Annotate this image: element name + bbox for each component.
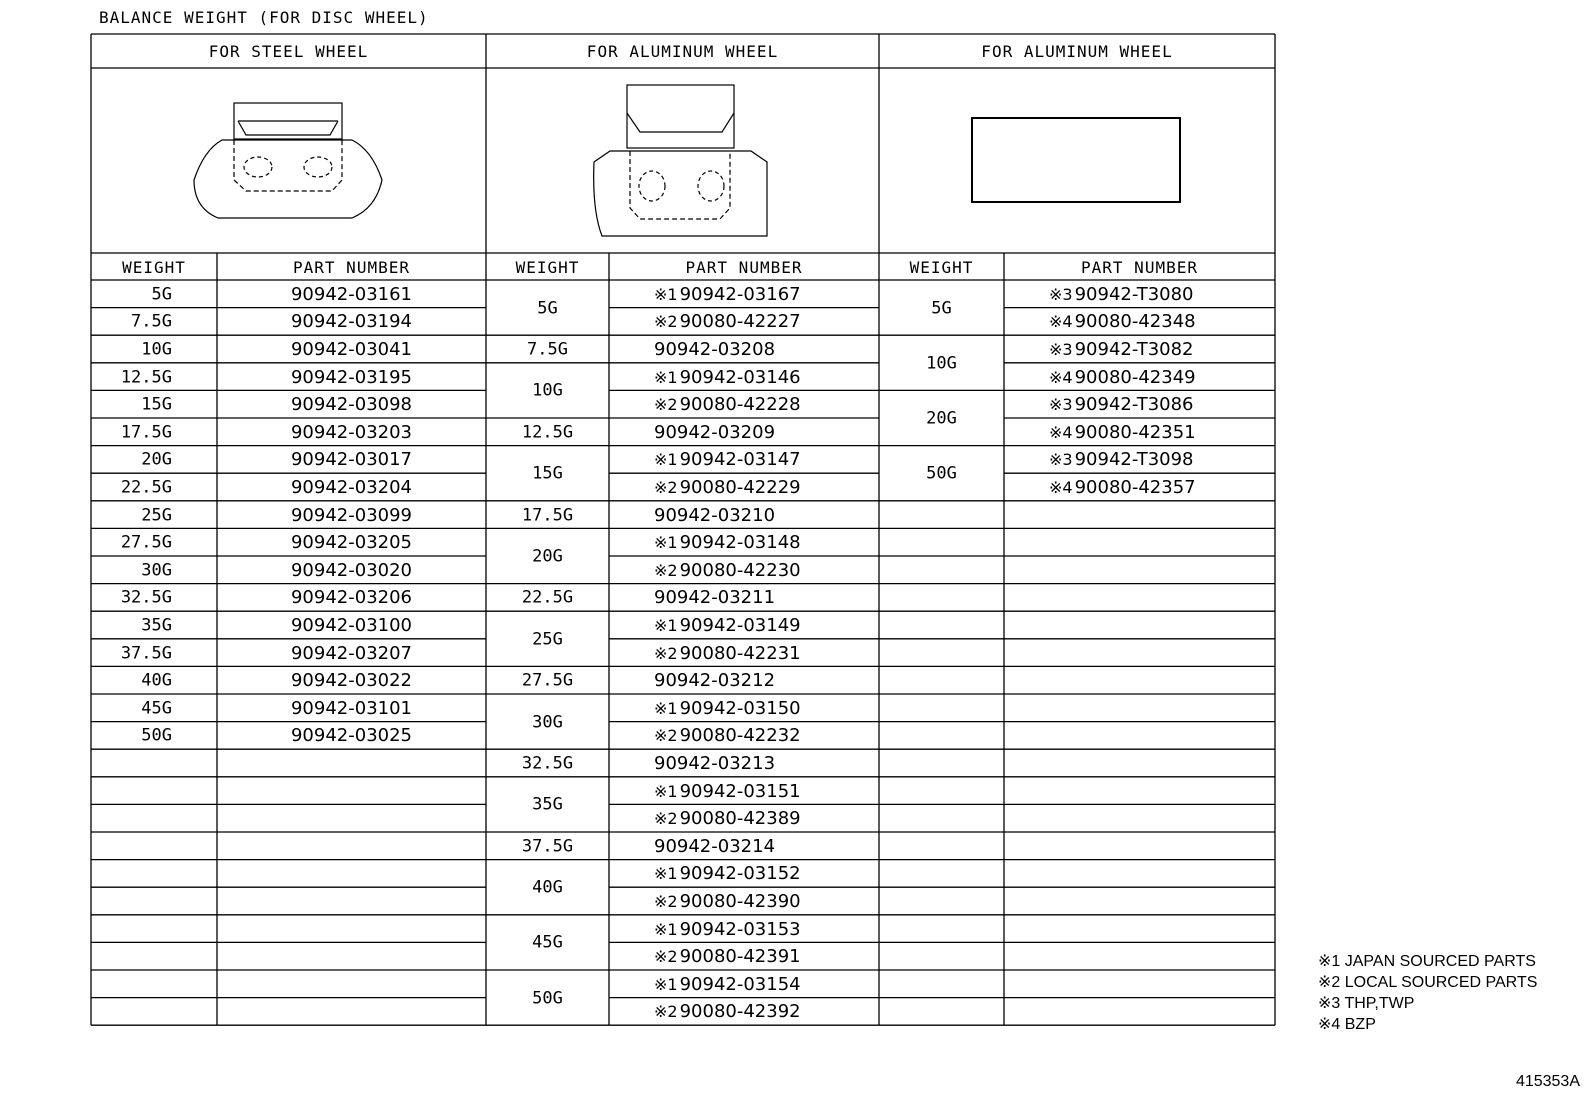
part-number: 90080-42227 xyxy=(679,311,801,333)
aluminum-adhesive-part-number xyxy=(1049,396,1194,414)
part-number: 90080-42392 xyxy=(679,1001,801,1023)
footnote-mark: ※1 xyxy=(654,616,678,635)
footnote-mark: ※1 xyxy=(654,284,678,304)
aluminum-clip-part-number xyxy=(654,642,801,664)
footnote-mark: ※4 xyxy=(1049,312,1073,332)
steel-weight: 25G xyxy=(141,505,172,526)
aluminum-clip-weight: 7.5G xyxy=(527,339,568,360)
footnote-mark: ※1 xyxy=(654,367,678,387)
footnote-mark: ※2 xyxy=(654,726,678,746)
aluminum-clip-weight: 27.5G xyxy=(521,670,574,691)
part-number-column-header: PART NUMBER xyxy=(293,257,410,277)
steel-weight: 45G xyxy=(141,698,172,719)
diagram-code: 415353A xyxy=(1515,1073,1580,1090)
part-number: 90942-03209 xyxy=(654,421,776,443)
aluminum-clip-part-number xyxy=(654,672,775,690)
aluminum-clip-part-number xyxy=(654,479,801,497)
part-number: 90942-03213 xyxy=(654,753,776,774)
part-number: 90942-03214 xyxy=(654,835,776,857)
section-header: FOR ALUMINUM WHEEL xyxy=(981,42,1173,61)
part-number: 90942-03151 xyxy=(679,780,801,802)
steel-weight: 32.5G xyxy=(120,587,172,608)
footnote-mark: ※1 xyxy=(654,974,678,994)
footnote-mark: ※1 xyxy=(654,864,678,884)
steel-weight: 10G xyxy=(141,339,172,360)
aluminum-clip-part-number xyxy=(654,1003,801,1021)
aluminum-clip-part-number xyxy=(654,534,801,552)
part-number: 90942-T3098 xyxy=(1074,449,1194,471)
footnote-mark: ※1 xyxy=(654,919,678,939)
footnote-mark: ※1 xyxy=(654,533,678,553)
footnote-1: ※1 JAPAN SOURCED PARTS xyxy=(1318,953,1536,970)
aluminum-clip-part-number xyxy=(654,421,776,443)
aluminum-adhesive-part-number xyxy=(1049,366,1196,388)
steel-weight: 7.5G xyxy=(131,311,172,332)
steel-part-number: 90942-03099 xyxy=(290,504,413,526)
aluminum-clip-part-number xyxy=(654,283,801,305)
steel-part-number: 90942-03194 xyxy=(290,311,413,333)
steel-part-number: 90942-03206 xyxy=(290,587,413,609)
footnote-mark: ※4 xyxy=(1049,422,1073,442)
steel-weight: 30G xyxy=(141,560,172,581)
steel-part-number: 90942-03204 xyxy=(290,477,413,498)
part-number: 90080-42348 xyxy=(1074,311,1196,333)
aluminum-clip-part-number xyxy=(654,504,776,526)
steel-part-number: 90942-03207 xyxy=(290,642,413,664)
part-number: 90080-42349 xyxy=(1074,366,1196,388)
aluminum-clip-weight: 15G xyxy=(532,463,563,484)
part-number: 90942-03211 xyxy=(654,587,776,609)
part-number: 90080-42229 xyxy=(679,477,801,498)
part-number: 90942-03152 xyxy=(679,863,801,885)
aluminum-clip-weight: 5G xyxy=(537,298,558,319)
steel-part-number: 90942-03205 xyxy=(290,532,413,554)
footnote-mark: ※2 xyxy=(654,643,678,663)
part-number: 90080-42351 xyxy=(1074,421,1196,443)
footnote-mark: ※2 xyxy=(654,892,678,911)
part-number: 90080-42357 xyxy=(1074,477,1196,498)
aluminum-clip-weight: 35G xyxy=(532,794,563,815)
aluminum-adhesive-part-number xyxy=(1049,313,1196,331)
part-number: 90080-42391 xyxy=(679,946,801,968)
steel-clip-weight-drawing xyxy=(194,103,382,218)
steel-weight: 5G xyxy=(151,284,172,305)
aluminum-clip-weight: 20G xyxy=(532,546,563,567)
aluminum-clip-part-number xyxy=(654,835,776,857)
aluminum-clip-part-number xyxy=(654,727,801,745)
part-number: 90942-03150 xyxy=(679,697,801,719)
part-number: 90080-42228 xyxy=(679,394,801,416)
part-number: 90080-42230 xyxy=(679,559,801,581)
section-header: FOR STEEL WHEEL xyxy=(208,42,369,61)
steel-part-number: 90942-03100 xyxy=(290,615,413,636)
aluminum-adhesive-part-number xyxy=(1049,283,1194,305)
footnote-mark: ※2 xyxy=(654,395,678,415)
aluminum-adhesive-part-number xyxy=(1049,479,1196,497)
steel-part-number: 90942-03161 xyxy=(290,283,413,305)
aluminum-clip-part-number xyxy=(654,313,801,331)
aluminum-clip-weight: 22.5G xyxy=(521,587,574,608)
aluminum-adhesive-part-number xyxy=(1049,451,1194,469)
aluminum-clip-weight: 50G xyxy=(532,988,563,1009)
document-title: BALANCE WEIGHT (FOR DISC WHEEL) xyxy=(99,8,429,27)
footnote-mark: ※1 xyxy=(654,781,678,801)
footnote-mark: ※4 xyxy=(1049,367,1073,387)
aluminum-clip-part-number xyxy=(654,865,801,883)
aluminum-clip-weight: 40G xyxy=(532,877,563,898)
steel-weight: 12.5G xyxy=(120,367,172,388)
footnotes xyxy=(1318,951,1537,1035)
aluminum-adhesive-weight: 50G xyxy=(926,463,957,484)
part-number: 90942-03147 xyxy=(679,449,801,471)
footnote-mark: ※1 xyxy=(654,450,678,470)
weight-column-header: WEIGHT xyxy=(122,257,186,277)
footnote-mark: ※3 xyxy=(1049,395,1073,415)
part-number: 90942-T3086 xyxy=(1074,394,1194,416)
footnote-mark: ※3 xyxy=(1049,284,1073,304)
part-number-column-header: PART NUMBER xyxy=(685,257,803,277)
steel-weight: 50G xyxy=(141,725,172,746)
footnote-mark: ※4 xyxy=(1049,478,1073,497)
weight-column-header: WEIGHT xyxy=(515,257,580,277)
part-number-column-header: PART NUMBER xyxy=(1081,257,1198,277)
steel-weight: 37.5G xyxy=(120,643,172,664)
footnote-2: ※2 LOCAL SOURCED PARTS xyxy=(1318,974,1538,991)
footnote-mark: ※3 xyxy=(1049,450,1073,470)
part-number: 90080-42231 xyxy=(679,642,801,664)
section-header: FOR ALUMINUM WHEEL xyxy=(586,42,779,61)
aluminum-clip-weight: 12.5G xyxy=(521,422,574,443)
steel-weight: 15G xyxy=(141,394,172,415)
steel-weight: 17.5G xyxy=(120,422,172,443)
steel-part-number: 90942-03025 xyxy=(290,725,413,747)
part-number: 90942-03154 xyxy=(679,973,801,995)
part-number: 90942-03212 xyxy=(654,670,776,692)
steel-part-number: 90942-03041 xyxy=(290,339,413,360)
part-number: 90942-03149 xyxy=(679,615,801,636)
part-number: 90942-T3082 xyxy=(1074,339,1194,360)
aluminum-adhesive-part-number xyxy=(1049,341,1194,359)
steel-part-number: 90942-03098 xyxy=(290,394,413,416)
steel-part-number: 90942-03022 xyxy=(290,670,413,692)
aluminum-adhesive-weight: 10G xyxy=(926,353,957,374)
part-number: 90942-03148 xyxy=(679,532,801,554)
adhesive-weight-drawing xyxy=(972,118,1180,202)
aluminum-clip-part-number xyxy=(654,617,801,635)
aluminum-clip-part-number xyxy=(654,396,801,414)
aluminum-clip-part-number xyxy=(654,589,775,607)
footnote-mark: ※1 xyxy=(654,698,678,718)
aluminum-clip-weight-drawing xyxy=(594,85,767,236)
aluminum-clip-weight: 30G xyxy=(532,712,563,733)
aluminum-clip-part-number xyxy=(654,697,801,719)
aluminum-clip-part-number xyxy=(654,341,775,359)
aluminum-clip-part-number xyxy=(654,780,801,802)
steel-weight: 22.5G xyxy=(120,477,172,498)
aluminum-clip-weight: 25G xyxy=(532,629,563,650)
footnote-4: ※4 BZP xyxy=(1318,1016,1376,1033)
part-number: 90080-42390 xyxy=(679,891,801,912)
aluminum-adhesive-weight: 5G xyxy=(931,298,952,319)
part-number: 90942-03210 xyxy=(654,504,776,526)
steel-part-number: 90942-03195 xyxy=(290,366,413,388)
aluminum-clip-part-number xyxy=(654,948,801,966)
footnote-mark: ※2 xyxy=(654,560,678,580)
aluminum-clip-part-number xyxy=(654,973,801,995)
aluminum-adhesive-part-number xyxy=(1049,421,1196,443)
footnote-mark: ※2 xyxy=(654,1002,678,1022)
steel-part-number: 90942-03020 xyxy=(290,559,413,581)
footnote-mark: ※2 xyxy=(654,809,678,829)
steel-part-number: 90942-03101 xyxy=(290,697,413,719)
part-number: 90080-42232 xyxy=(679,725,801,747)
steel-part-number: 90942-03017 xyxy=(290,449,413,471)
steel-weight: 27.5G xyxy=(120,532,172,553)
part-number: 90942-03208 xyxy=(654,339,776,360)
aluminum-adhesive-weight: 20G xyxy=(926,408,957,429)
aluminum-clip-weight: 37.5G xyxy=(521,836,574,857)
footnote-mark: ※2 xyxy=(654,947,678,967)
part-number: 90942-03167 xyxy=(679,283,801,305)
footnote-mark: ※2 xyxy=(654,312,678,332)
aluminum-clip-weight: 10G xyxy=(532,380,563,401)
aluminum-clip-weight: 17.5G xyxy=(521,505,574,526)
steel-weight: 40G xyxy=(141,670,172,691)
aluminum-clip-part-number xyxy=(654,918,801,940)
steel-weight: 35G xyxy=(141,615,172,636)
aluminum-clip-weight: 32.5G xyxy=(521,753,574,774)
part-number: 90080-42389 xyxy=(679,808,801,830)
aluminum-clip-part-number xyxy=(654,366,801,388)
steel-part-number: 90942-03203 xyxy=(290,421,413,443)
aluminum-clip-part-number xyxy=(654,755,775,773)
aluminum-clip-part-number xyxy=(654,451,801,469)
footnote-mark: ※3 xyxy=(1049,340,1073,359)
aluminum-clip-part-number xyxy=(654,559,801,581)
steel-weight: 20G xyxy=(141,449,172,470)
weight-column-header: WEIGHT xyxy=(909,257,974,277)
part-number: 90942-03146 xyxy=(679,366,801,388)
part-number: 90942-03153 xyxy=(679,918,801,940)
footnote-3: ※3 THP,TWP xyxy=(1318,995,1415,1012)
aluminum-clip-part-number xyxy=(654,893,801,911)
part-number: 90942-T3080 xyxy=(1074,283,1194,305)
aluminum-clip-weight: 45G xyxy=(532,932,563,953)
aluminum-clip-part-number xyxy=(654,810,801,828)
footnote-mark: ※2 xyxy=(654,478,678,497)
